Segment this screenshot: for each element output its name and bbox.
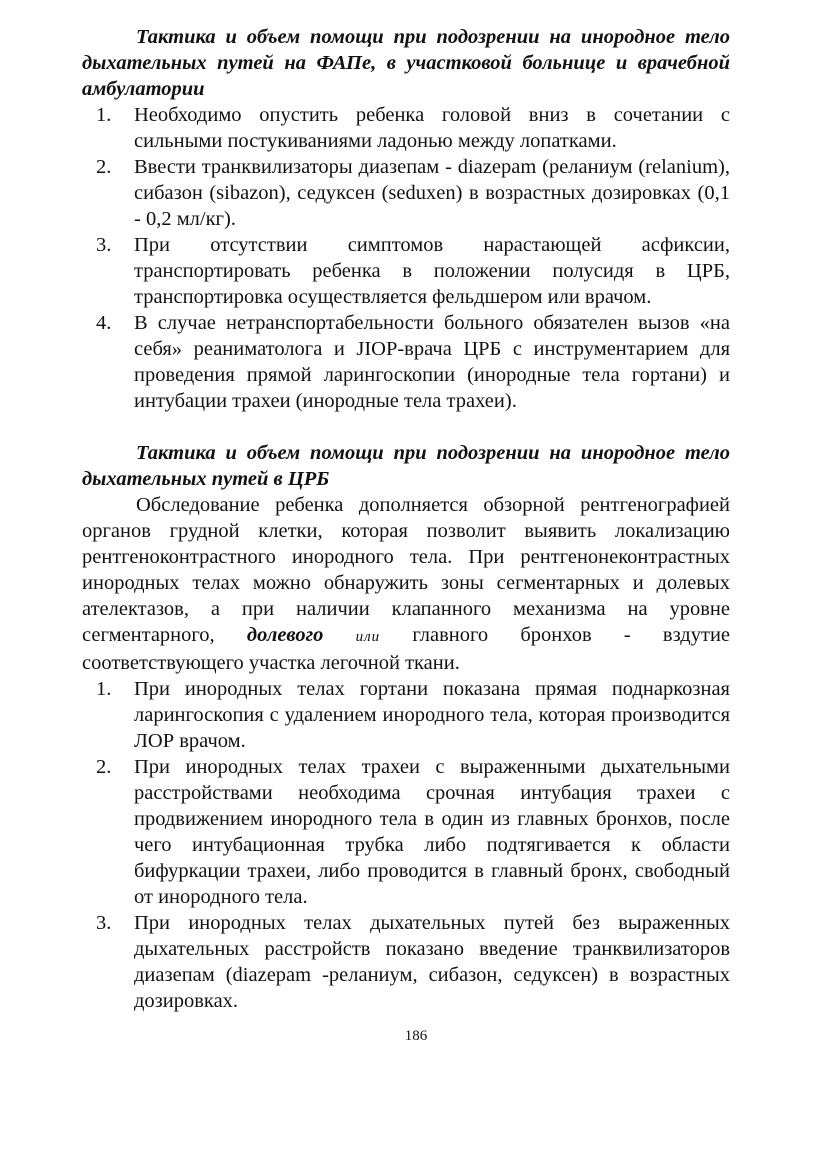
list-item-number: 3. xyxy=(96,912,112,934)
section-2-paragraph xyxy=(82,492,730,676)
small-italic-word: или xyxy=(355,629,381,645)
emphasized-word: долевого xyxy=(246,624,324,646)
list-item-number: 2. xyxy=(96,156,112,178)
section-1-list xyxy=(82,102,730,414)
list-item-text: При инородных телах дыхательных путей без выраженных дыхательных расстройств показано введение транквилизаторов диазепам (diazepam -реланиум, сибазон, седуксен) в возрастных дозировках. xyxy=(134,912,730,1012)
list-item xyxy=(82,102,730,154)
paragraph-text: Обследование ребенка дополняется обзорной рентгенографией органов грудной клетки, которая позволит выявить локализацию рентгеноконтрастного инородного тела. При рентгенонеконтрастных инородных телах можно обнаружить зоны сегментарных и долевых ателектазов, а при наличии клапанного механизма на уровне сегментарного, xyxy=(82,494,730,646)
section-2-heading: Тактика и объем помощи при подозрении на инородное тело дыхательных путей в ЦРБ xyxy=(82,442,730,490)
section-2-list xyxy=(82,676,730,1014)
list-item-text: При отсутствии симптомов нарастающей асфиксии, транспортировать ребенка в положении полусидя в ЦРБ, транспортировка осуществляется фельдшером или врачом. xyxy=(134,234,730,308)
list-item-number: 2. xyxy=(96,756,112,778)
list-item xyxy=(82,754,730,910)
list-item-text: При инородных телах гортани показана прямая поднаркозная ларингоскопия с удалением инородного тела, которая производится ЛОР врачом. xyxy=(134,678,730,752)
list-item-text: В случае нетранспортабельности больного обязателен вызов «на себя» реаниматолога и JIOP-врача ЦРБ с инструментарием для проведения прямой ларингоскопии (инородные тела гортани) и интубации трахеи (инородные тела трахеи). xyxy=(134,312,730,412)
list-item xyxy=(82,232,730,310)
list-item-number: 4. xyxy=(96,312,112,334)
list-item xyxy=(82,310,730,414)
list-item xyxy=(82,910,730,1014)
list-item-number: 1. xyxy=(96,104,112,126)
list-item xyxy=(82,676,730,754)
list-item-text: Необходимо опустить ребенка головой вниз в сочетании с сильными постукиваниями ладонью между лопатками. xyxy=(134,104,730,152)
page-number: 186 xyxy=(404,1028,428,1044)
list-item-number: 1. xyxy=(96,678,112,700)
list-item-text: Ввести транквилизаторы диазепам - diazepam (реланиум (relanium), сибазон (sibazon), седуксен (seduxen) в возрастных дозировках (0,1 - 0,2 мл/кг). xyxy=(134,156,730,230)
paragraph-text-continued: главного бронхов - вздутие соответствующего участка легочной ткани. xyxy=(82,624,731,674)
section-1-heading: Тактика и объем помощи при подозрении на инородное тело дыхательных путей на ФАПе, в участковой больнице и врачебной амбулатории xyxy=(82,26,730,100)
list-item xyxy=(82,154,730,232)
document-page xyxy=(82,24,730,1014)
list-item-text: При инородных телах трахеи с выраженными дыхательными расстройствами необходима срочная интубация трахеи с продвижением инородного тела в один из главных бронхов, после чего интубационная трубка либо подтягивается к области бифуркации трахеи, либо проводится в главный бронх, свободный от инородного тела. xyxy=(134,756,730,908)
list-item-number: 3. xyxy=(96,234,112,256)
